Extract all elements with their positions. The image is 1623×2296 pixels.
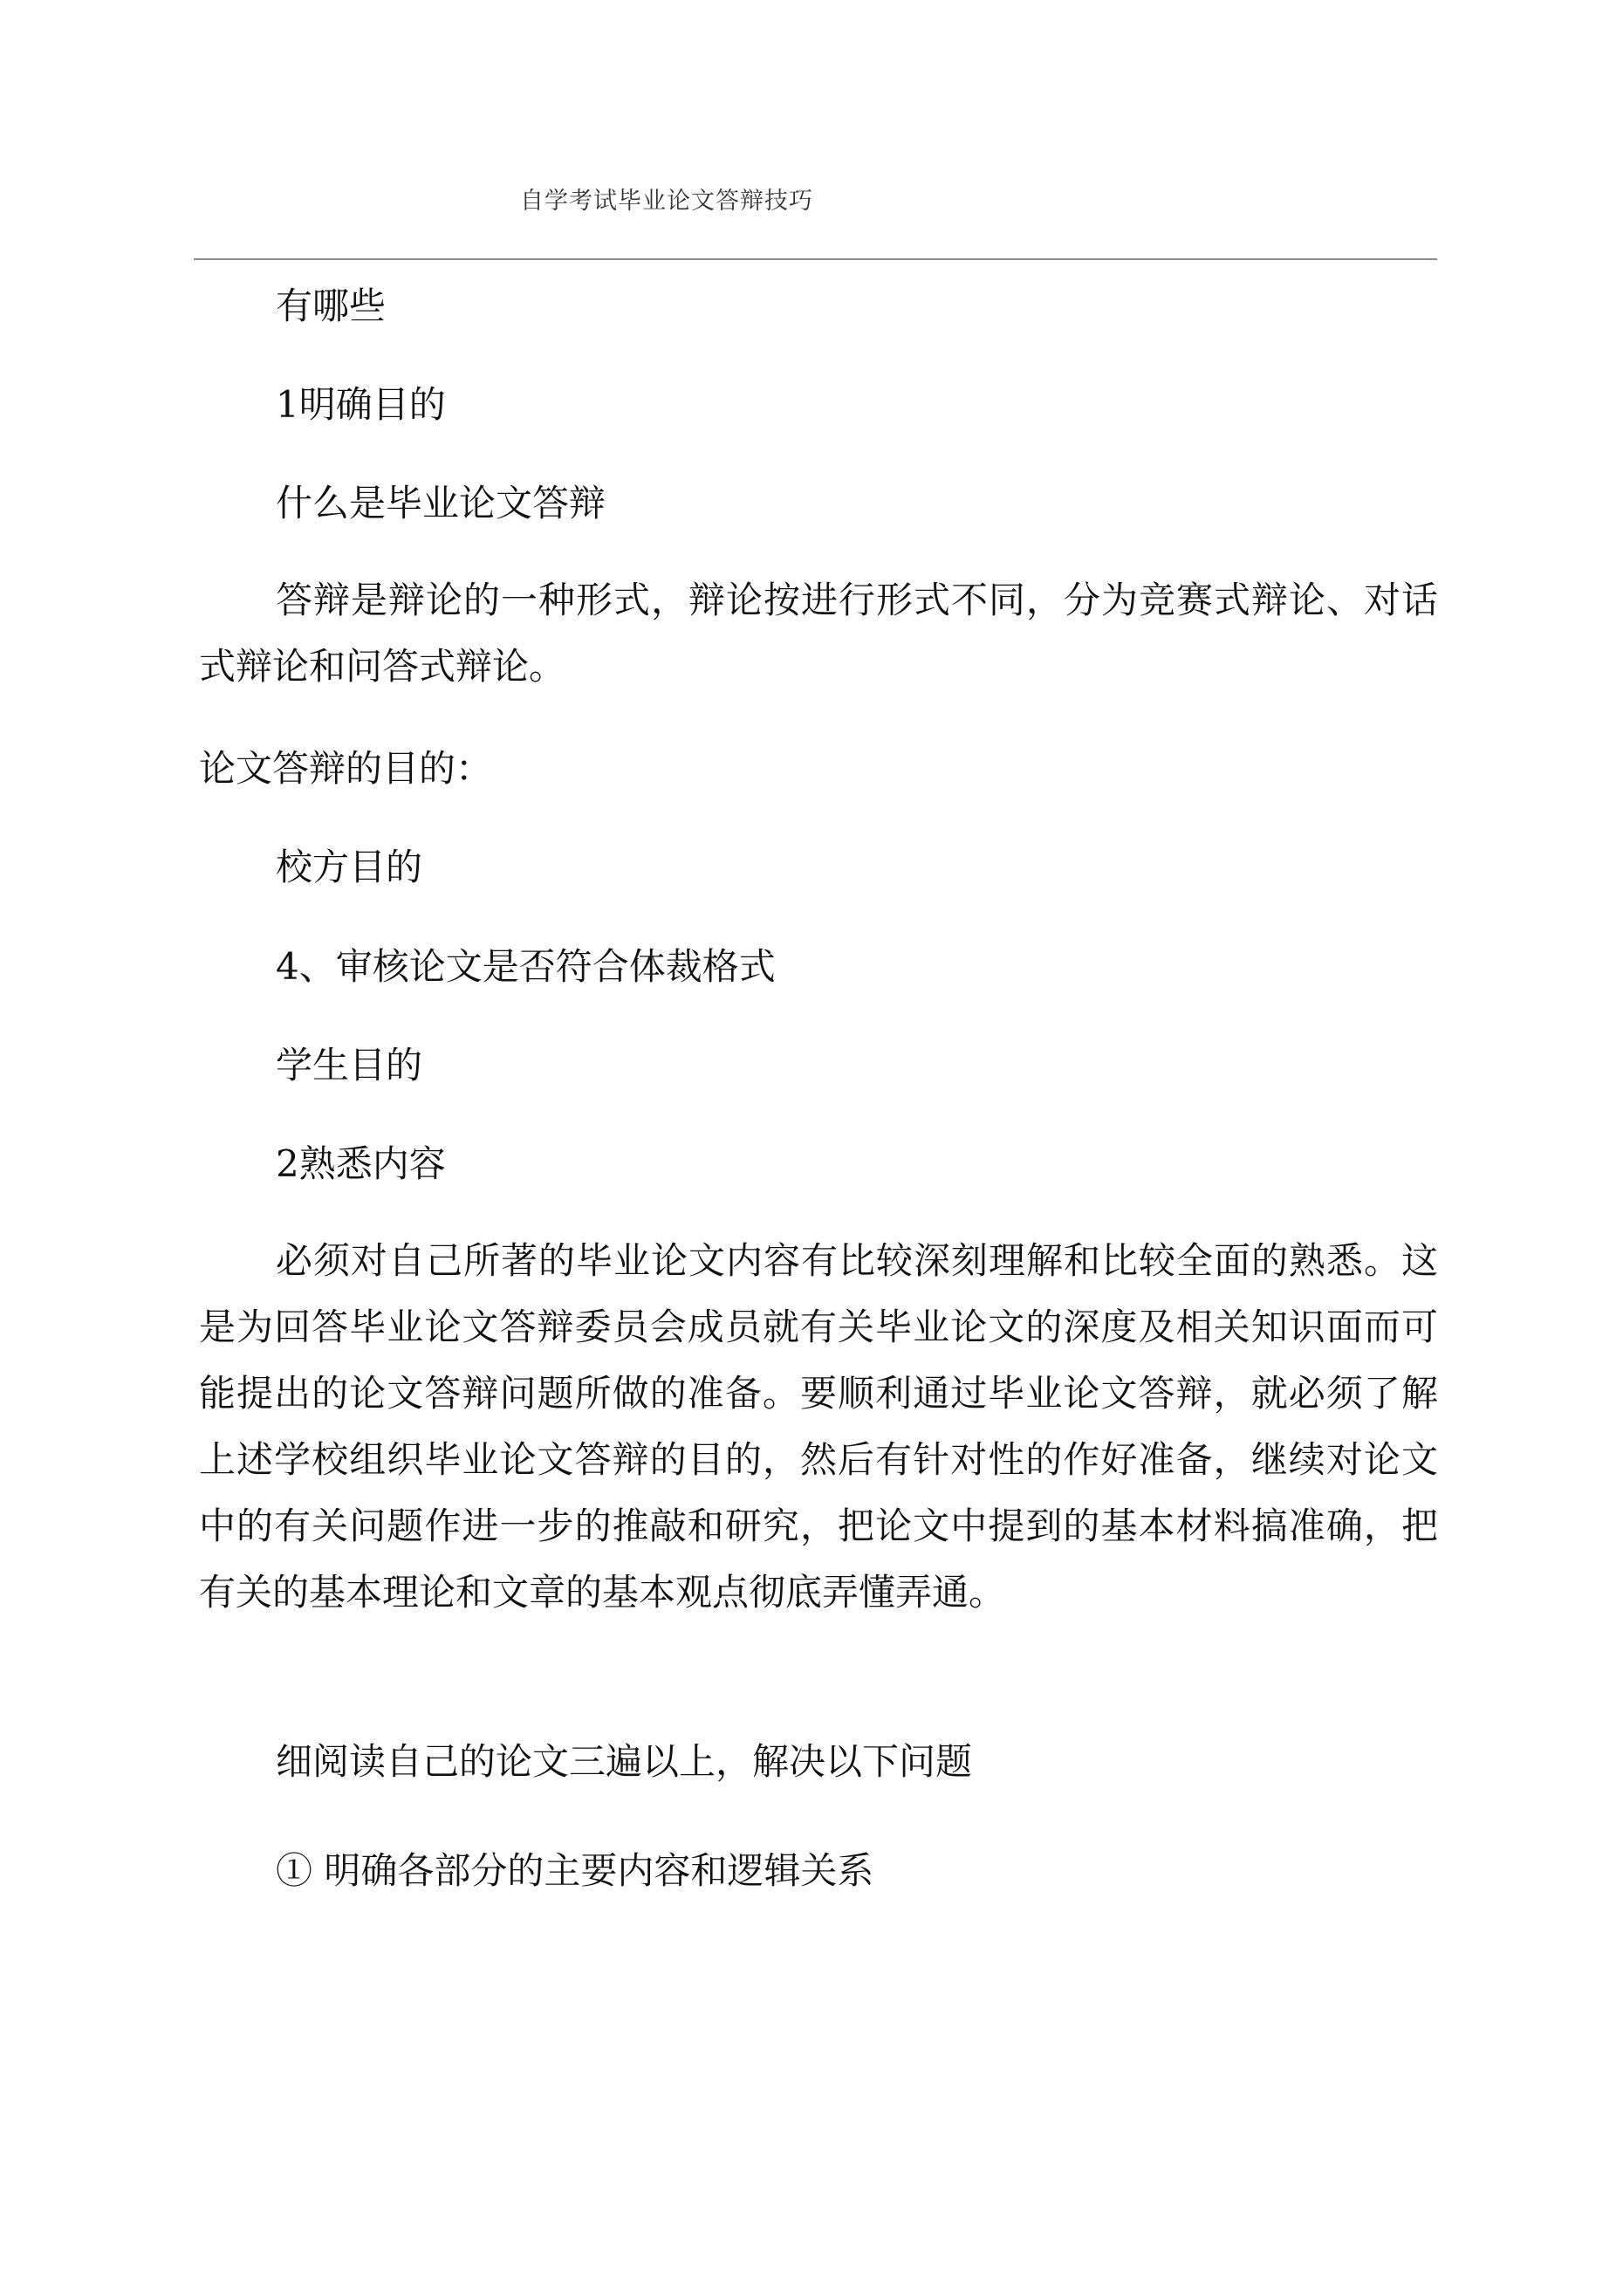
text-read-thesis: 细阅读自己的论文三遍以上，解决以下问题 xyxy=(276,1740,973,1783)
page-header-title: 自学考试毕业论文答辩技巧 xyxy=(520,188,813,215)
list-item-logical-relations: ① 明确各部分的主要内容和逻辑关系 xyxy=(276,1849,874,1892)
heading-school-purpose: 校方目的 xyxy=(276,846,423,888)
text-defense-purpose: 论文答辩的目的： xyxy=(199,747,493,790)
heading-clear-purpose: 1明确目的 xyxy=(276,383,446,426)
paragraph-familiar-content: 必须对自己所著的毕业论文内容有比较深刻理解和比较全面的熟悉。这是为回答毕业论文答辩委员会成员就有关毕业论文的深度及相关知识面而可能提出的论文答辩问题所做的准备。要顺利通过毕业论文答辩，就必须了解上述学校组织毕业论文答辩的目的，然后有针对性的作好准备，继续对论文中的有关问题作进一步的推敲和研究，把论文中提到的基本材料搞准确，把有关的基本理论和文章的基本观点彻底弄懂弄通。 xyxy=(199,1239,1438,1614)
heading-what-is-defense: 什么是毕业论文答辩 xyxy=(276,482,606,524)
text-line-youna: 有哪些 xyxy=(276,284,387,327)
header-divider xyxy=(194,258,1437,260)
paragraph-defense-definition: 答辩是辩论的一种形式，辩论按进行形式不同，分为竞赛式辩论、对话式辩论和问答式辩论。 xyxy=(199,579,1438,688)
list-item-review-format: 4、审核论文是否符合体裁格式 xyxy=(276,945,776,988)
heading-student-purpose: 学生目的 xyxy=(276,1044,423,1086)
heading-familiar-content: 2熟悉内容 xyxy=(276,1142,446,1185)
